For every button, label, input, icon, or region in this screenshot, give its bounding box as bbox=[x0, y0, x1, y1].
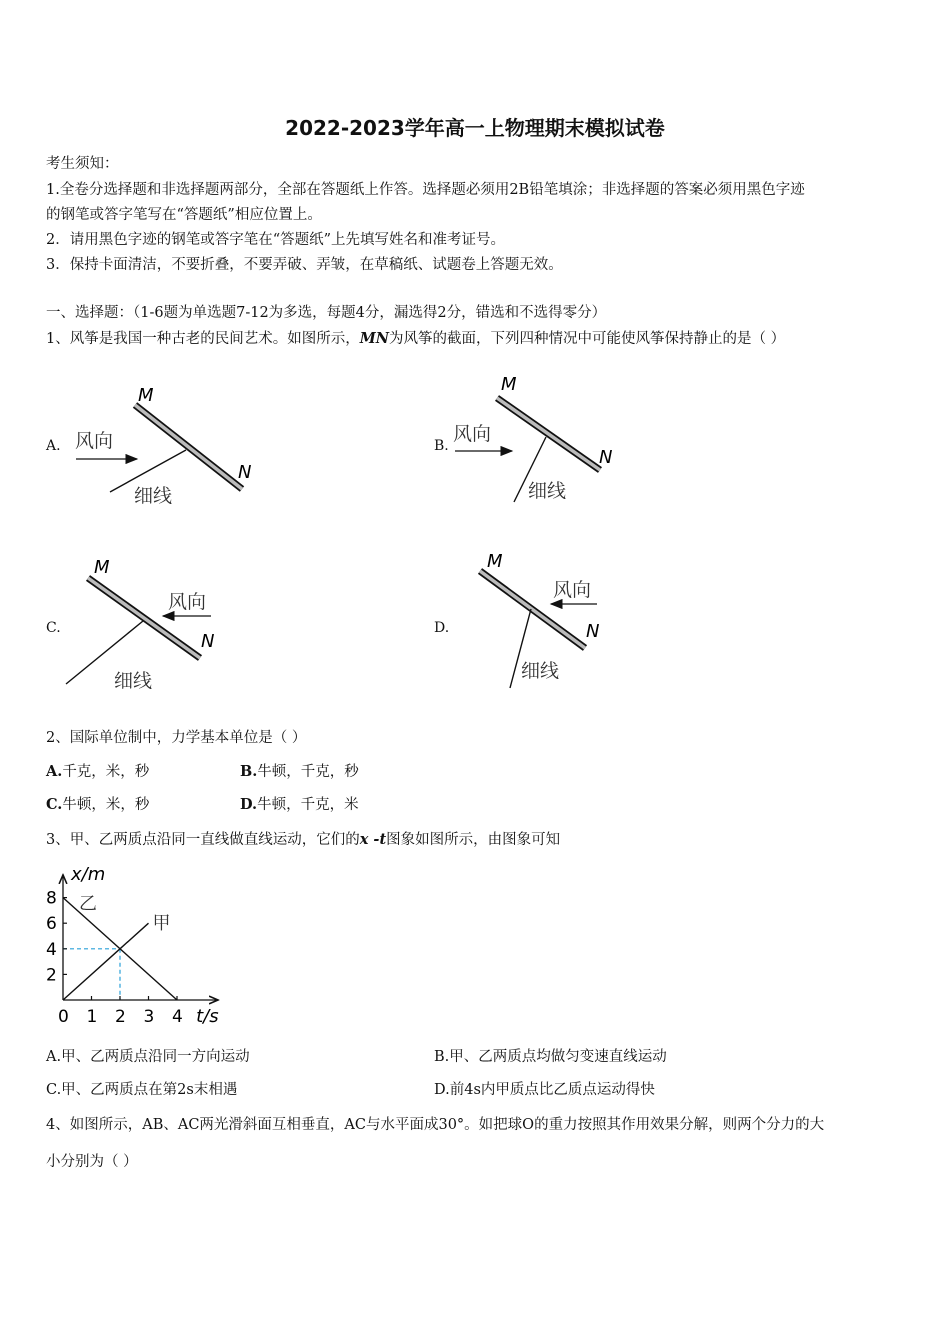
x-tick-label: 2 bbox=[115, 1007, 126, 1027]
y-tick-label: 6 bbox=[46, 914, 57, 935]
question-3-stem: 3、甲、乙两质点沿同一直线做直线运动，它们的x -t图象如图所示，由图象可知 bbox=[46, 831, 561, 848]
q3-option-d: D.前4s内甲质点比乙质点运动得快 bbox=[434, 1082, 655, 1098]
q1-option-b-label: B. bbox=[434, 438, 449, 454]
question-2-stem: 2、国际单位制中，力学基本单位是（ ） bbox=[46, 730, 307, 746]
q1-option-d-label: D. bbox=[434, 620, 450, 636]
string-label: 细线 bbox=[528, 480, 567, 502]
label-m: M bbox=[487, 551, 503, 572]
string-label: 细线 bbox=[114, 670, 153, 692]
label-n: N bbox=[238, 462, 252, 483]
label-m: M bbox=[94, 557, 110, 578]
label-n: N bbox=[599, 447, 613, 468]
question-4-stem-line-2: 小分别为（ ） bbox=[46, 1154, 138, 1170]
section-heading: 一、选择题：（1-6题为单选题7-12为多选，每题4分，漏选得2分，错选和不选得零分） bbox=[46, 305, 607, 321]
string-label: 细线 bbox=[521, 660, 560, 682]
y-axis-title: x/m bbox=[71, 863, 106, 885]
xt-label: x -t bbox=[359, 831, 387, 848]
xt-graph bbox=[40, 855, 240, 1030]
mn-label: MN bbox=[359, 330, 390, 347]
series-line-2 bbox=[63, 923, 149, 1000]
question-1-stem: 1、风筝是我国一种古老的民间艺术。如图所示，MN为风筝的截面，下列四种情况中可能使风筝保持静止的是（ ） bbox=[46, 330, 786, 347]
label-m: M bbox=[501, 374, 517, 395]
label-n: N bbox=[586, 621, 600, 642]
q2-option-d: D.牛顿，千克，米 bbox=[240, 796, 359, 813]
x-tick-label: 4 bbox=[172, 1007, 183, 1027]
notice-item-1: 1.全卷分选择题和非选择题两部分，全部在答题纸上作答。选择题必须用2B铅笔填涂；非选择题的答案必须用黑色字迹 bbox=[46, 182, 805, 198]
exam-title: 2022-2023学年高一上物理期末模拟试卷 bbox=[285, 116, 665, 140]
q3-option-b: B.甲、乙两质点均做匀变速直线运动 bbox=[434, 1049, 667, 1065]
q2-option-b: B.牛顿，千克，秒 bbox=[240, 763, 359, 780]
q1-option-a-label: A. bbox=[46, 438, 61, 454]
notice-item-3: 3．保持卡面清洁，不要折叠，不要弄破、弄皱，在草稿纸、试题卷上答题无效。 bbox=[46, 257, 563, 273]
wind-label: 风向 bbox=[453, 423, 492, 445]
kite-figure-a bbox=[75, 385, 251, 507]
series-label-2: 甲 bbox=[152, 913, 171, 935]
string-label: 细线 bbox=[134, 485, 173, 507]
y-tick-label: 8 bbox=[46, 888, 57, 909]
question-4-stem-line-1: 4、如图所示，AB、AC两光滑斜面互相垂直，AC与水平面成30°。如把球O的重力按照其作用效果分解，则两个分力的大 bbox=[46, 1117, 825, 1133]
q2-option-a: A.千克，米，秒 bbox=[46, 763, 150, 780]
label-n: N bbox=[201, 631, 215, 652]
x-tick-label: 3 bbox=[143, 1007, 155, 1027]
wind-label: 风向 bbox=[168, 591, 207, 613]
wind-label: 风向 bbox=[553, 579, 592, 601]
q2-option-c: C.牛顿，米，秒 bbox=[46, 796, 150, 813]
label-m: M bbox=[138, 385, 154, 406]
wind-label: 风向 bbox=[75, 430, 114, 452]
q3-option-a: A.甲、乙两质点沿同一方向运动 bbox=[46, 1049, 250, 1065]
kite-figure-d bbox=[480, 551, 599, 688]
notice-item-1-cont: 的钢笔或答字笔写在“答题纸”相应位置上。 bbox=[46, 207, 322, 223]
q1-option-c-label: C. bbox=[46, 620, 61, 636]
kite-figures bbox=[0, 360, 950, 720]
x-tick-label: 0 bbox=[58, 1007, 69, 1027]
series-label-1: 乙 bbox=[79, 893, 97, 915]
kite-figure-c bbox=[66, 557, 214, 692]
y-tick-label: 2 bbox=[46, 965, 57, 986]
kite-figure-b bbox=[453, 374, 612, 502]
x-axis-title: t/s bbox=[196, 1006, 219, 1027]
notice-heading: 考生须知： bbox=[46, 156, 119, 172]
notice-item-2: 2．请用黑色字迹的钢笔或答字笔在“答题纸”上先填写姓名和准考证号。 bbox=[46, 232, 506, 248]
q3-option-c: C.甲、乙两质点在第2s末相遇 bbox=[46, 1082, 238, 1098]
y-tick-label: 4 bbox=[46, 939, 57, 960]
x-tick-label: 1 bbox=[86, 1007, 98, 1027]
